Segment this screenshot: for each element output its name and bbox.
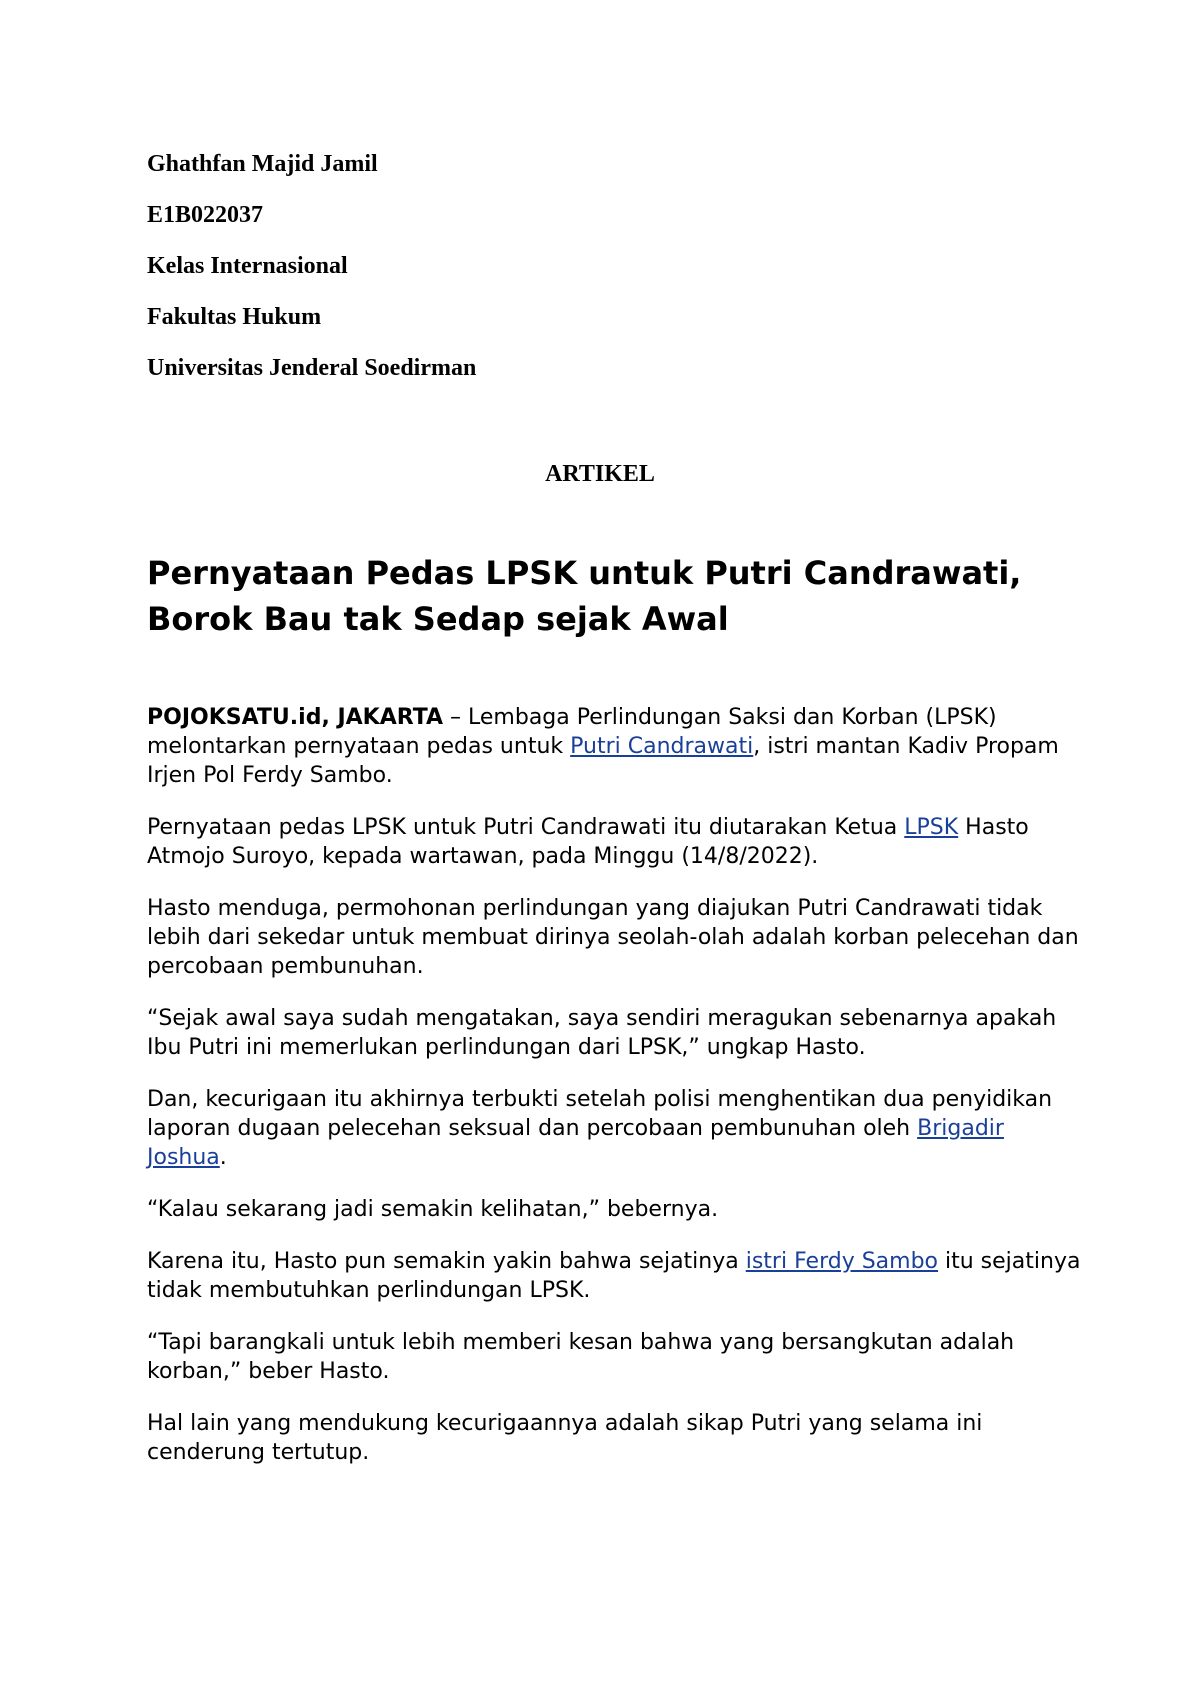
faculty-name: Fakultas Hukum: [147, 304, 322, 330]
paragraph-7-text-a: Karena itu, Hasto pun semakin yakin bahwa sejatinya: [147, 1249, 746, 1274]
paragraph-7-text-b: itu sejatinya tidak membutuhkan perlindungan LPSK.: [147, 1249, 1081, 1303]
paragraph-7: [147, 1247, 1082, 1305]
dateline: POJOKSATU.id, JAKARTA: [147, 705, 444, 730]
paragraph-1-text-b: , istri mantan Kadiv Propam Irjen Pol Ferdy Sambo.: [147, 734, 1059, 788]
link-lpsk[interactable]: LPSK: [904, 815, 959, 840]
paragraph-3: Hasto menduga, permohonan perlindungan yang diajukan Putri Candrawati tidak lebih dari sekedar untuk membuat dirinya seolah-olah adalah korban pelecehan dan percobaan pembunuhan.: [147, 896, 1079, 979]
university-name: Universitas Jenderal Soedirman: [147, 355, 477, 381]
paragraph-6: “Kalau sekarang jadi semakin kelihatan,” bebernya.: [147, 1197, 719, 1222]
paragraph-4: “Sejak awal saya sudah mengatakan, saya sendiri meragukan sebenarnya apakah Ibu Putri ini memerlukan perlindungan dari LPSK,” ungkap Hasto.: [147, 1006, 1057, 1060]
link-istri-ferdy-sambo[interactable]: istri Ferdy Sambo: [745, 1249, 939, 1274]
author-name: Ghathfan Majid Jamil: [147, 151, 378, 177]
paragraph-8: “Tapi barangkali untuk lebih memberi kesan bahwa yang bersangkutan adalah korban,” beber Hasto.: [147, 1330, 1015, 1384]
paragraph-5-text-b: .: [219, 1145, 227, 1170]
paragraph-1-text-a: – Lembaga Perlindungan Saksi dan Korban (LPSK) melontarkan pernyataan pedas untuk: [147, 705, 997, 759]
link-brigadir-joshua[interactable]: Brigadir Joshua: [147, 1116, 1004, 1170]
paragraph-2-text-b: Hasto Atmojo Suroyo, kepada wartawan, pada Minggu (14/8/2022).: [147, 815, 1029, 869]
paragraph-2: [147, 813, 1082, 871]
link-putri-candrawati[interactable]: Putri Candrawati: [570, 734, 754, 759]
paragraph-5-text-a: Dan, kecurigaan itu akhirnya terbukti setelah polisi menghentikan dua penyidikan laporan dugaan pelecehan seksual dan percobaan pembunuhan oleh: [147, 1087, 1053, 1141]
student-id: E1B022037: [147, 202, 264, 228]
paragraph-5: [147, 1085, 1082, 1172]
class-name: Kelas Internasional: [147, 253, 348, 279]
article-body: [147, 703, 1082, 1490]
article-title: Pernyataan Pedas LPSK untuk Putri Candrawati, Borok Bau tak Sedap sejak Awal: [147, 554, 1022, 638]
paragraph-9: Hal lain yang mendukung kecurigaannya adalah sikap Putri yang selama ini cenderung tertutup.: [147, 1411, 983, 1465]
paragraph-2-text-a: Pernyataan pedas LPSK untuk Putri Candrawati itu diutarakan Ketua: [147, 815, 905, 840]
document-label: ARTIKEL: [545, 461, 655, 487]
paragraph-1: [147, 703, 1082, 790]
